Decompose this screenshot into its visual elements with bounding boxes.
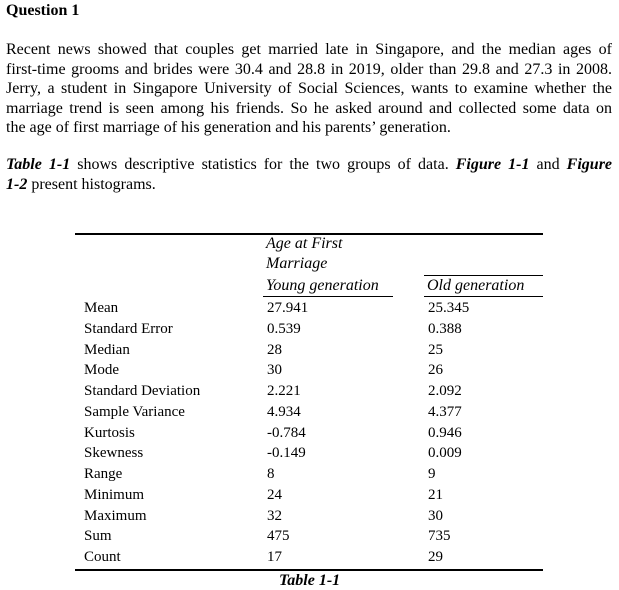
column-header-old: Old generation (427, 277, 525, 294)
table-header-rule (263, 296, 393, 297)
old-value: 29 (428, 549, 443, 565)
figure-reference: Figure 1-1 (455, 156, 530, 173)
row-label: Mean (84, 300, 119, 316)
intro-line: the age of first marriage of his generation and his parents’ generation. (6, 119, 451, 137)
intro-line: marriage trend is seen among his friends. So he asked around and collected some data on (6, 99, 612, 117)
row-label: Kurtosis (84, 424, 135, 441)
row-label: Mode (84, 362, 119, 379)
young-value: 32 (267, 507, 282, 524)
young-value: 28 (267, 341, 282, 358)
row-label: Count (84, 549, 121, 565)
row-label: Skewness (84, 445, 144, 462)
young-value: 0.539 (267, 320, 301, 337)
row-label: Sum (84, 528, 112, 545)
old-value: 25 (428, 341, 443, 358)
group-header: Marriage (266, 255, 328, 272)
row-label: Standard Error (84, 320, 173, 337)
young-value: 24 (267, 486, 282, 503)
young-value: 2.221 (267, 383, 301, 399)
young-value: -0.784 (267, 424, 306, 441)
row-label: Minimum (84, 486, 145, 503)
old-value: 0.946 (428, 424, 462, 441)
intro-line: first-time grooms and brides were 30.4 and 28.8 in 2019, older than 29.8 and 27.3 in 2008. (6, 60, 612, 78)
reference-text: present histograms. (27, 175, 156, 193)
intro-line: Recent news showed that couples get married late in Singapore, and the median ages of (6, 41, 612, 58)
old-value: 0.009 (428, 445, 462, 462)
young-value: 4.934 (267, 403, 301, 420)
row-label: Sample Variance (84, 403, 185, 420)
table-header-rule (424, 296, 543, 297)
old-value: 9 (428, 466, 436, 482)
reference-text: and (529, 156, 567, 173)
reference-line (6, 155, 612, 175)
group-header: Age at First (266, 235, 343, 252)
question-heading: Question 1 (6, 2, 80, 19)
column-header-young: Young generation (266, 277, 379, 294)
row-label: Maximum (84, 507, 147, 524)
young-value: 17 (267, 549, 282, 565)
reference-text: shows descriptive statistics for the two groups of data. (70, 156, 456, 173)
reference-paragraph (6, 155, 612, 194)
figure-reference: 1-2 (6, 175, 28, 193)
young-value: 475 (267, 528, 290, 545)
old-value: 21 (428, 486, 443, 503)
young-value: 8 (267, 466, 275, 482)
reference-line (6, 175, 612, 195)
intro-paragraph (6, 40, 612, 138)
young-value: 30 (267, 362, 282, 379)
old-value: 2.092 (428, 383, 462, 399)
table-bottom-rule (75, 569, 543, 571)
old-value: 0.388 (428, 320, 462, 337)
young-value: 27.941 (267, 300, 309, 316)
table-reference: Table 1-1 (6, 156, 71, 173)
old-value: 30 (428, 507, 443, 524)
old-value: 735 (428, 528, 451, 545)
old-value: 25.345 (428, 300, 470, 316)
old-value: 26 (428, 362, 443, 379)
table-caption: Table 1-1 (279, 572, 341, 589)
intro-line: Jerry, a student in Singapore University of Social Sciences, wants to examine whether the (6, 80, 612, 98)
row-label: Range (84, 466, 123, 482)
row-label: Median (84, 341, 130, 358)
figure-reference: Figure (566, 156, 613, 173)
young-value: -0.149 (267, 445, 306, 462)
row-label: Standard Deviation (84, 383, 201, 399)
old-value: 4.377 (428, 403, 462, 420)
